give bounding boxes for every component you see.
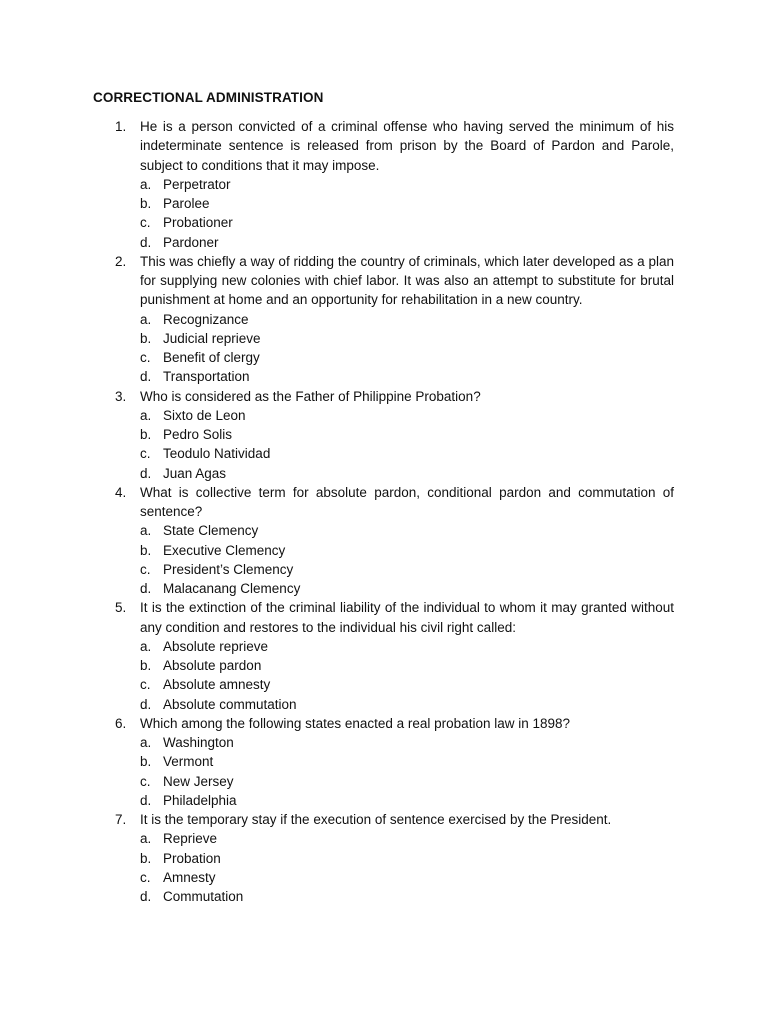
- question-2: [0, 252, 768, 387]
- question-text: It is the temporary stay if the execution of sentence exercised by the President.: [140, 812, 612, 827]
- option-item: [0, 752, 768, 771]
- option-letter: b.: [140, 427, 152, 442]
- option-letter: d.: [140, 792, 152, 808]
- option-list: [0, 637, 768, 714]
- option-item: [0, 444, 768, 463]
- option-letter: c.: [140, 677, 151, 693]
- question-7: [0, 810, 768, 906]
- question-number: 1.: [115, 119, 127, 134]
- option-letter: d.: [140, 581, 152, 596]
- option-text: Teodulo Natividad: [163, 446, 271, 462]
- option-letter: d.: [140, 889, 152, 904]
- option-letter: c.: [140, 446, 151, 462]
- option-letter: b.: [140, 196, 152, 211]
- question-number: 2.: [115, 253, 127, 269]
- option-item: [0, 849, 768, 868]
- question-list: [0, 117, 768, 906]
- question-number: 3.: [115, 388, 127, 404]
- option-text: Recognizance: [163, 311, 249, 327]
- question-text: He is a person convicted of a criminal offense who having served the minimum of his indeterminate sentence is released from prison by the Board of Pardon and Parole, subject to conditions that it may impose.: [140, 119, 674, 173]
- option-text: Juan Agas: [163, 465, 227, 481]
- option-text: Commutation: [163, 889, 244, 904]
- option-list: [0, 406, 768, 483]
- option-item: [0, 348, 768, 367]
- option-letter: c.: [140, 869, 151, 885]
- option-list: [0, 829, 768, 906]
- option-letter: a.: [140, 638, 152, 654]
- option-item: [0, 887, 768, 906]
- option-letter: b.: [140, 658, 152, 673]
- option-item: [0, 829, 768, 848]
- option-letter: a.: [140, 407, 152, 423]
- question-3: [0, 387, 768, 483]
- option-letter: b.: [140, 542, 152, 558]
- question-text: What is collective term for absolute pardon, conditional pardon and commutation of sentence?: [140, 484, 674, 519]
- option-item: [0, 329, 768, 348]
- option-letter: c.: [140, 561, 151, 577]
- option-text: New Jersey: [163, 773, 234, 789]
- option-text: State Clemency: [163, 523, 259, 539]
- option-text: President’s Clemency: [163, 561, 294, 577]
- option-text: Pedro Solis: [163, 427, 233, 442]
- option-letter: a.: [140, 831, 152, 847]
- question-text: Which among the following states enacted a real probation law in 1898?: [140, 715, 571, 731]
- question-number: 6.: [115, 715, 127, 731]
- option-item: [0, 175, 768, 194]
- option-text: Probation: [163, 850, 221, 866]
- option-letter: a.: [140, 523, 152, 539]
- question-1: [0, 117, 768, 252]
- option-item: [0, 675, 768, 694]
- option-item: [0, 541, 768, 560]
- option-item: [0, 233, 768, 252]
- option-item: [0, 791, 768, 810]
- question-number: 5.: [115, 600, 127, 616]
- option-text: Executive Clemency: [163, 542, 286, 558]
- question-number: 7.: [115, 812, 127, 827]
- question-text: This was chiefly a way of ridding the country of criminals, which later developed as a plan for supplying new colonies with chief labor. It was also an attempt to substitute for brutal punishment at home and an opportunity for rehabilitation in a new country.: [140, 253, 674, 308]
- option-letter: b.: [140, 754, 152, 770]
- option-letter: d.: [140, 234, 152, 250]
- option-letter: c.: [140, 215, 151, 231]
- option-item: [0, 772, 768, 791]
- option-item: [0, 367, 768, 386]
- question-4: [0, 483, 768, 599]
- option-item: [0, 425, 768, 444]
- option-item: [0, 521, 768, 540]
- option-letter: b.: [140, 330, 152, 346]
- option-letter: c.: [140, 773, 151, 789]
- option-item: [0, 406, 768, 425]
- question-text: It is the extinction of the criminal liability of the individual to whom it may granted without any condition and restores to the individual his civil right called:: [140, 600, 674, 635]
- question-number: 4.: [115, 484, 127, 500]
- option-item: [0, 560, 768, 579]
- question-5: [0, 598, 768, 714]
- option-item: [0, 213, 768, 232]
- option-item: [0, 464, 768, 483]
- question-6: [0, 714, 768, 810]
- option-text: Vermont: [163, 754, 214, 770]
- option-text: Amnesty: [163, 869, 216, 885]
- option-text: Parolee: [163, 196, 210, 211]
- option-item: [0, 637, 768, 656]
- option-letter: b.: [140, 850, 152, 866]
- option-letter: d.: [140, 465, 152, 481]
- option-letter: a.: [140, 735, 152, 750]
- option-text: Sixto de Leon: [163, 407, 246, 423]
- option-text: Reprieve: [163, 831, 218, 847]
- option-letter: d.: [140, 369, 152, 385]
- option-text: Transportation: [163, 369, 250, 385]
- option-item: [0, 695, 768, 714]
- option-list: [0, 175, 768, 252]
- option-text: Absolute reprieve: [163, 638, 269, 654]
- option-text: Probationer: [163, 215, 233, 231]
- option-text: Malacanang Clemency: [163, 581, 301, 596]
- option-text: Perpetrator: [163, 176, 231, 192]
- option-letter: a.: [140, 176, 152, 192]
- option-text: Absolute commutation: [163, 696, 297, 712]
- option-item: [0, 310, 768, 329]
- option-item: [0, 656, 768, 675]
- option-text: Absolute amnesty: [163, 677, 271, 693]
- option-item: [0, 868, 768, 887]
- option-letter: d.: [140, 696, 152, 712]
- option-list: [0, 521, 768, 598]
- question-text: Who is considered as the Father of Philippine Probation?: [140, 388, 481, 404]
- option-item: [0, 579, 768, 598]
- option-item: [0, 733, 768, 752]
- option-list: [0, 310, 768, 387]
- option-text: Absolute pardon: [163, 658, 262, 673]
- document-title: CORRECTIONAL ADMINISTRATION: [93, 90, 324, 105]
- option-text: Washington: [163, 735, 234, 750]
- option-letter: a.: [140, 311, 152, 327]
- option-text: Judicial reprieve: [163, 330, 261, 346]
- option-list: [0, 733, 768, 810]
- option-text: Pardoner: [163, 234, 219, 250]
- option-item: [0, 194, 768, 213]
- option-text: Benefit of clergy: [163, 350, 260, 365]
- option-letter: c.: [140, 350, 151, 365]
- option-text: Philadelphia: [163, 792, 237, 808]
